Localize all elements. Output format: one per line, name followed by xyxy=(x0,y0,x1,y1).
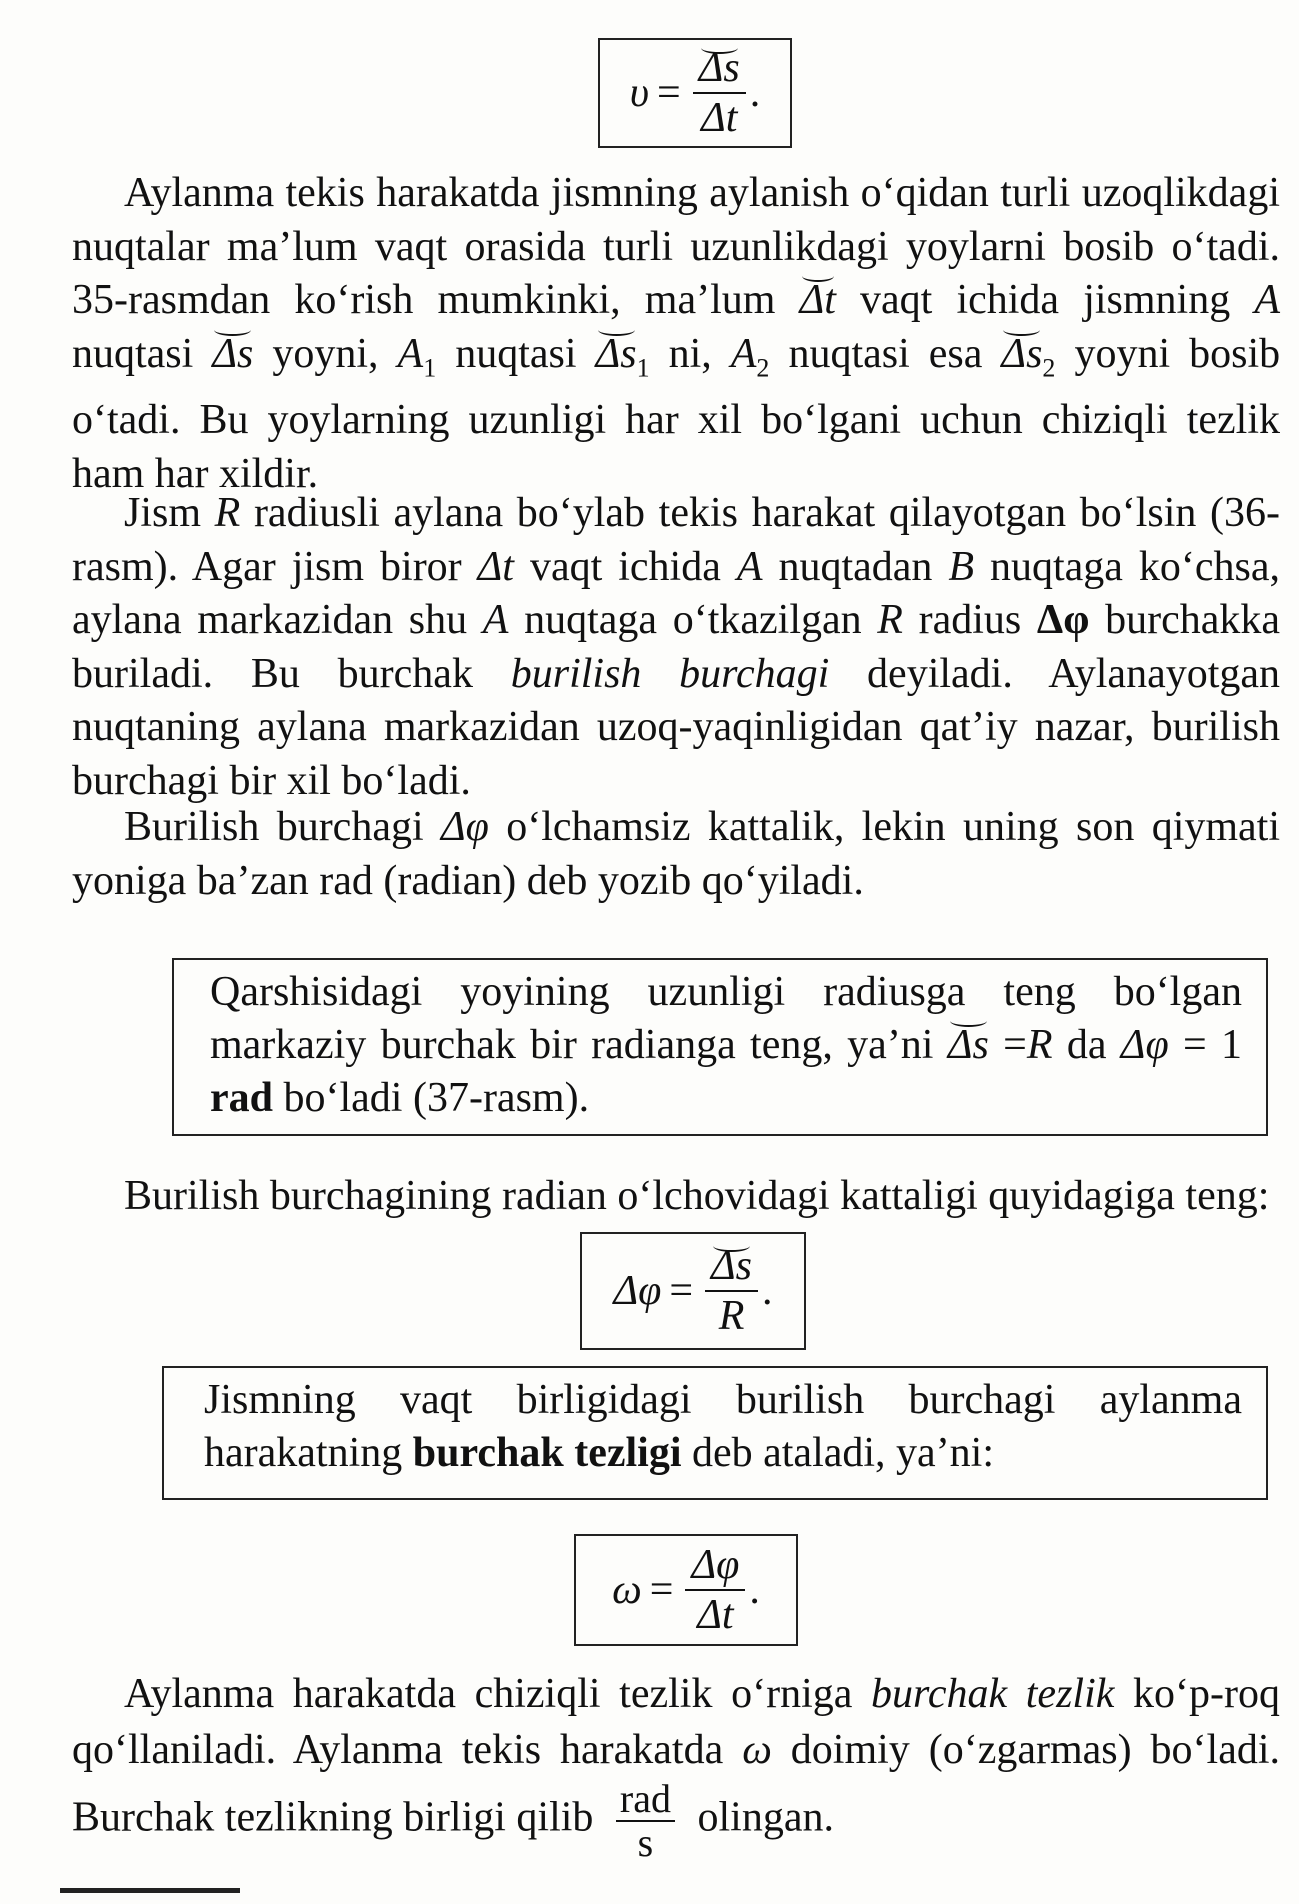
p4-text: Burilish burchagining radian o‘lchovidagi kattaligi quyidagiga teng: xyxy=(124,1173,1270,1219)
formula2-numerator: Δs xyxy=(711,1243,753,1289)
formula2-fraction xyxy=(705,1244,758,1338)
p1-symbol-ds: Δs xyxy=(212,328,253,382)
paragraph-2 xyxy=(72,487,1280,808)
box1-symbol-dphi: Δφ xyxy=(1120,1022,1169,1068)
box1-equals-one: = 1 xyxy=(1183,1022,1243,1068)
p5-text: Aylanma harakatda chiziqli tezlik o‘rniga xyxy=(124,1671,853,1717)
p1-sub-s1: 1 xyxy=(636,352,650,382)
paragraph-3 xyxy=(72,801,1280,908)
paragraph-1 xyxy=(72,167,1280,501)
p2-text: nuqtadan xyxy=(778,543,933,590)
p2-text: radius xyxy=(918,597,1022,643)
p2-text: burchakka buriladi. Bu burchak xyxy=(72,597,1281,697)
p1-text-d: yoyni, xyxy=(272,330,379,377)
definition-box-angular-speed xyxy=(162,1366,1268,1500)
p1-text-c: nuqtasi xyxy=(72,330,194,377)
definition-box-radian xyxy=(172,958,1268,1136)
p1-text-e: nuqtasi xyxy=(455,330,577,377)
formula3-fraction xyxy=(685,1543,745,1637)
p2-symbol-R: R xyxy=(877,597,903,643)
box1-unit-rad: rad xyxy=(210,1075,273,1121)
formula-denominator: Δt xyxy=(701,95,738,141)
p1-symbol-A1: A xyxy=(397,330,424,377)
box1-equals: = xyxy=(1003,1022,1027,1068)
formula3-numerator: Δφ xyxy=(685,1543,745,1591)
p1-sub-2: 2 xyxy=(756,352,770,382)
p5-text: doimiy (o‘zgarmas) bo‘ladi. Burchak tezlikning birligi qilib xyxy=(72,1727,1281,1841)
p2-symbol-B: B xyxy=(948,543,975,590)
p5-text: ko‘p-roq qo‘llaniladi. Aylanma tekis harakatda xyxy=(72,1671,1280,1773)
formula-linear-speed xyxy=(598,38,792,148)
p1-sub-1: 1 xyxy=(423,352,437,382)
p2-text: radiusli aylana bo‘ylab tekis harakat qilayotgan bo‘lsin (36-rasm). Agar jism biror xyxy=(72,490,1280,590)
box1-text: bo‘ladi (37-rasm). xyxy=(283,1075,590,1121)
p2-text: nuqtaga o‘tkazilgan xyxy=(524,597,862,643)
formula2-period: . xyxy=(762,1268,773,1314)
p1-text-f: ni, xyxy=(668,330,712,377)
p1-text-a: Aylanma tekis harakatda jismning aylanish o‘qidan turli uzoqlikdagi nuqtalar ma’lum vaqt orasida turli uzunlikdagi yoylarni bosib o‘tadi. 35-rasmdan ko‘rish mumkinki, ma’lum xyxy=(72,170,1280,323)
p1-text-h: yoyni bosib o‘tadi. Bu yoylarning uzunligi har xil bo‘lgani uchun chiziqli tezlik ham har xildir. xyxy=(72,330,1281,497)
p2-symbol-R: R xyxy=(214,490,241,536)
p2-text: nuqtaga ko‘chsa, aylana markazidan shu xyxy=(72,543,1281,643)
box1-text: da xyxy=(1066,1022,1107,1068)
formula-equals: = xyxy=(657,70,681,116)
formula-rotation-angle xyxy=(580,1232,806,1350)
p1-symbol-A2: A xyxy=(730,330,757,377)
formula-lhs: υ xyxy=(629,70,650,116)
formula-numerator: Δs xyxy=(698,45,740,91)
p2-symbol-A: A xyxy=(482,597,509,643)
formula3-period: . xyxy=(749,1567,760,1613)
paragraph-4 xyxy=(72,1170,1280,1224)
p1-symbol-ds2: Δs xyxy=(1001,328,1042,382)
box1-text: Qarshisidagi yoyining uzunligi radiusga teng bo‘lgan markaziy burchak bir radianga teng, ya’ni xyxy=(210,969,1242,1068)
p2-symbol-A: A xyxy=(736,543,763,590)
p2-text: deyiladi. Aylanayotgan nuqtaning aylana markazidan uzoq-yaqinligidan qat’iy nazar, burilish burchagi bir xil bo‘ladi. xyxy=(72,650,1281,804)
paragraph-5 xyxy=(72,1666,1280,1864)
p5-term-burchak-tezlik: burchak tezlik xyxy=(871,1671,1115,1717)
p5-text: olingan. xyxy=(697,1794,834,1841)
p1-symbol-A: A xyxy=(1254,277,1280,323)
formula3-denominator: Δt xyxy=(697,1592,734,1638)
p5-unit-numerator: rad xyxy=(616,1778,675,1822)
p2-term-burilish-burchagi: burilish burchagi xyxy=(510,650,830,697)
p5-symbol-omega: ω xyxy=(742,1727,772,1773)
box1-symbol-R: R xyxy=(1026,1022,1053,1068)
p2-text: vaqt ichida xyxy=(529,543,721,590)
formula-angular-speed xyxy=(574,1534,798,1646)
p2-text: Jism xyxy=(124,490,202,536)
box2-term-burchak-tezligi: burchak tezligi xyxy=(412,1430,682,1476)
formula2-equals: = xyxy=(669,1268,694,1314)
p5-unit-denominator: s xyxy=(637,1820,654,1865)
box1-symbol-ds: Δs xyxy=(948,1019,989,1072)
p3-text: o‘lchamsiz kattalik, lekin uning son qiymati yoniga ba’zan rad (radian) deb yozib qo‘yiladi. xyxy=(72,804,1281,904)
formula2-lhs: Δφ xyxy=(613,1268,662,1314)
formula-fraction xyxy=(693,46,746,140)
p3-text: Burilish burchagi xyxy=(124,804,424,850)
page-bottom-rule xyxy=(60,1888,240,1893)
formula2-denominator: R xyxy=(718,1293,745,1339)
p2-symbol-dphi: Δφ xyxy=(1036,597,1090,643)
formula3-equals: = xyxy=(649,1567,674,1613)
p1-symbol-dt: Δt xyxy=(800,274,836,328)
formula-period: . xyxy=(749,70,761,116)
formula3-lhs: ω xyxy=(612,1567,642,1613)
p1-text-g: nuqtasi esa xyxy=(788,330,983,377)
box2-text: Jismning vaqt birligidagi burilish burchagi aylanma harakatning xyxy=(204,1377,1242,1476)
p1-symbol-ds1: Δs xyxy=(596,328,637,382)
p1-sub-s2: 2 xyxy=(1042,352,1056,382)
p2-symbol-dt: Δt xyxy=(477,543,514,590)
p3-symbol-dphi: Δφ xyxy=(441,804,489,850)
p5-unit-fraction xyxy=(616,1778,675,1864)
p1-text-b: vaqt ichida jismning xyxy=(860,277,1231,323)
box2-text: deb ataladi, ya’ni: xyxy=(691,1430,995,1476)
